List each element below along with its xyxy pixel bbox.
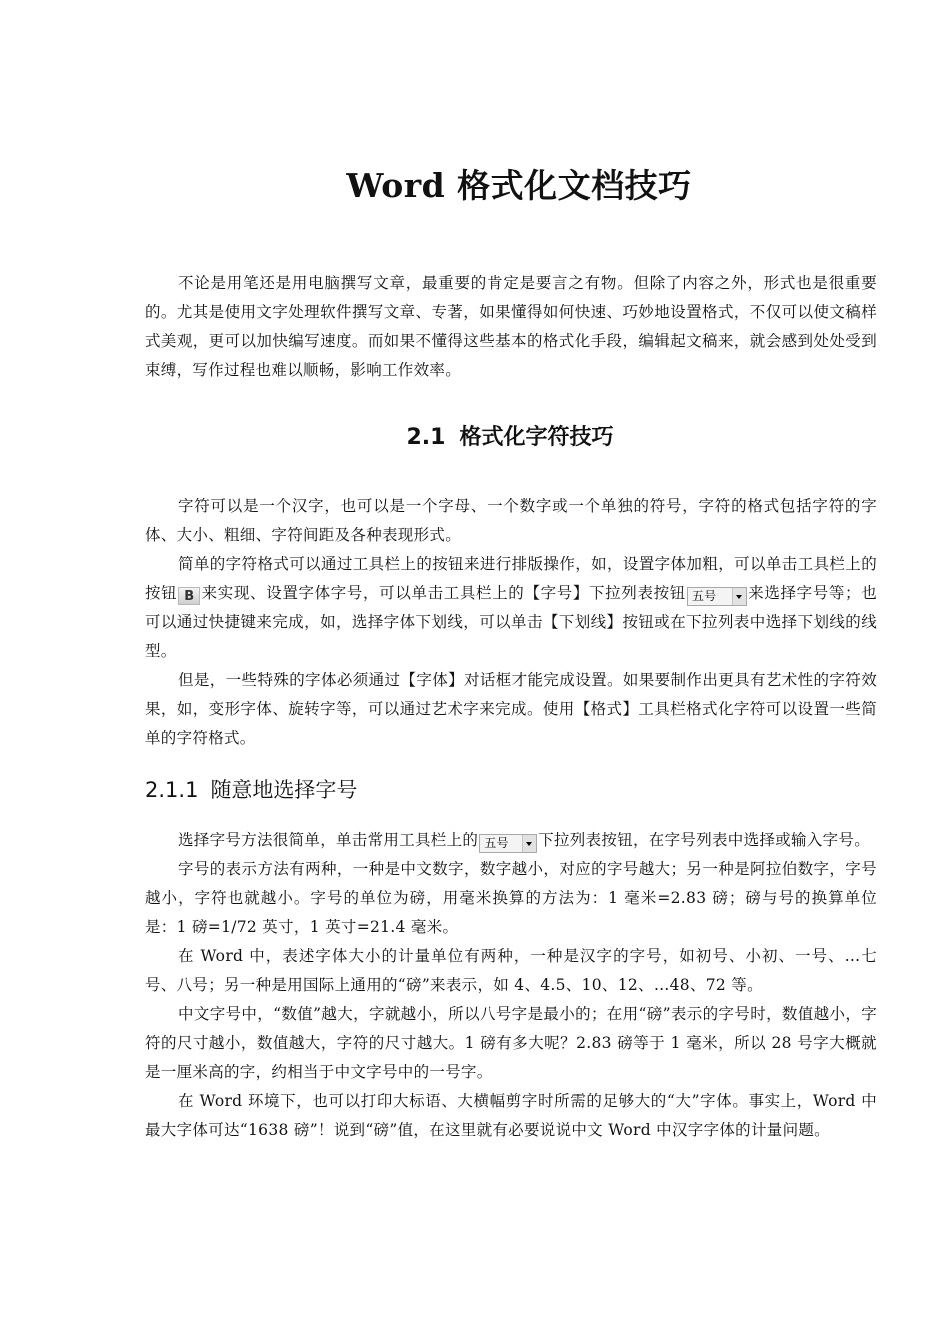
font-size-dropdown-icon xyxy=(479,834,537,853)
subsection-number: 2.1.1 xyxy=(145,778,199,802)
section-paragraph-2-part-c: 来选择字号等；也可以通过快捷键来完成，如，选择字体下划线，可以单击【下划线】按钮或在下拉列表中选择下划线的线型。 xyxy=(145,584,878,660)
section-paragraph-2-part-b: 来实现、设置字体字号，可以单击工具栏上的【字号】下拉列表按钮 xyxy=(201,584,686,602)
font-size-dropdown-value: 五号 xyxy=(484,836,509,850)
subsection-paragraph-5: 在 Word 环境下，也可以打印大标语、大横幅剪字时所需的足够大的“大”字体。事实上，Word 中最大字体可达“1638 磅”！说到“磅”值，在这里就有必要说说中文 Word 中汉字字体的计量问题。 xyxy=(145,1092,877,1139)
section-paragraph-2-part-a: 简单的字符格式可以通过工具栏上的按钮来进行排版操作，如，设置字体加粗，可以单击工具栏上的按钮 xyxy=(145,555,877,602)
section-heading xyxy=(0,420,950,456)
section-paragraph-3: 但是，一些特殊的字体必须通过【字体】对话框才能完成设置。如果要制作出更具有艺术性的字符效果，如，变形字体、旋转字等，可以通过艺术字来完成。使用【格式】工具栏格式化字符可以设置一些简单的字符格式。 xyxy=(145,671,877,747)
subsection-paragraph-1 xyxy=(145,826,877,855)
subsection-paragraph-2: 字号的表示方法有两种，一种是中文数字，数字越小，对应的字号越大；另一种是阿拉伯数字，字号越小，字符也就越小。字号的单位为磅，用毫米换算的方法为：1 毫米=2.83 磅；磅与号的换算单位是：1 磅=1/72 英寸，1 英寸=21.4 毫米。 xyxy=(145,860,877,936)
intro-block xyxy=(145,269,877,385)
chevron-down-icon xyxy=(522,835,536,852)
subsection-heading xyxy=(145,773,357,807)
document-title: Word 格式化文档技巧 xyxy=(346,166,692,205)
font-size-dropdown-value: 五号 xyxy=(691,589,717,603)
subsection-paragraph-1-part-b: 下拉列表按钮，在字号列表中选择或输入字号。 xyxy=(538,831,871,849)
subsection-title: 随意地选择字号 xyxy=(210,778,358,802)
subsection-body xyxy=(145,826,877,1145)
section-title: 格式化字符技巧 xyxy=(459,425,614,450)
section-body xyxy=(145,492,877,753)
subsection-paragraph-4: 中文字号中，“数值”越大，字就越小，所以八号字是最小的；在用“磅”表示的字号时，数值越小，字符的尺寸越小，数值越大，字符的尺寸越大。1 磅有多大呢？2.83 磅等于 1 毫米，所以 28 号字大概就是一厘米高的字，约相当于中文字号中的一号字。 xyxy=(145,1005,877,1081)
font-size-dropdown-icon xyxy=(687,587,747,606)
bold-button-icon: B xyxy=(178,587,200,605)
section-paragraph-2 xyxy=(145,550,877,666)
section-paragraph-1: 字符可以是一个汉字，也可以是一个字母、一个数字或一个单独的符号，字符的格式包括字符的字体、大小、粗细、字符间距及各种表现形式。 xyxy=(145,497,877,544)
intro-paragraph: 不论是用笔还是用电脑撰写文章，最重要的肯定是要言之有物。但除了内容之外，形式也是很重要的。尤其是使用文字处理软件撰写文章、专著，如果懂得如何快速、巧妙地设置格式，不仅可以使文稿样式美观，更可以加快编写速度。而如果不懂得这些基本的格式化手段，编辑起文稿来，就会感到处处受到束缚，写作过程也难以顺畅，影响工作效率。 xyxy=(145,274,877,379)
subsection-paragraph-3: 在 Word 中，表述字体大小的计量单位有两种，一种是汉字的字号，如初号、小初、一号、…七号、八号；另一种是用国际上通用的“磅”来表示，如 4、4.5、10、12、…48、72 等。 xyxy=(145,947,877,994)
section-number: 2.1 xyxy=(406,425,446,450)
chevron-down-icon xyxy=(732,588,746,605)
subsection-paragraph-1-part-a: 选择字号方法很简单，单击常用工具栏上的 xyxy=(178,831,479,849)
